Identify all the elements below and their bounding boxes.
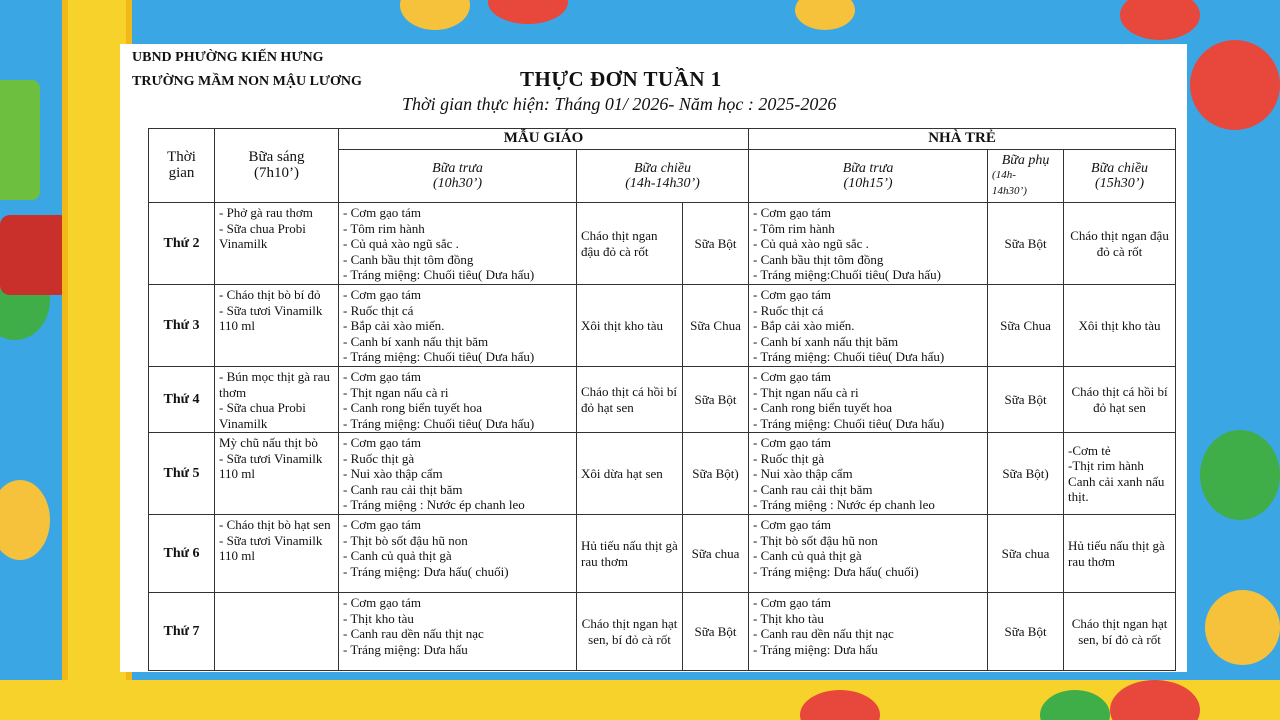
day-cell: Thứ 7: [149, 593, 215, 671]
nt-snack-cell: Sữa Bột): [988, 433, 1064, 515]
nt-snack-cell: Sữa Bột: [988, 367, 1064, 433]
fruit-shape: [488, 0, 568, 24]
nt-afternoon-cell: Hủ tiếu nấu thịt gà rau thơm: [1064, 515, 1176, 593]
mg-afternoon-milk-cell: Sữa Bột: [683, 593, 749, 671]
nt-lunch-cell: - Cơm gạo tám - Ruốc thịt cá - Bắp cải xào miến. - Canh bí xanh nấu thịt băm - Tráng miệng: Chuối tiêu( Dưa hấu): [749, 285, 988, 367]
mg-afternoon-milk-cell: Sữa Chua: [683, 285, 749, 367]
page-subtitle: Thời gian thực hiện: Tháng 01/ 2026- Năm học : 2025-2026: [402, 94, 837, 114]
mg-afternoon-food-cell: Xôi dừa hạt sen: [577, 433, 683, 515]
mg-lunch-cell: - Cơm gạo tám - Thịt bò sốt đậu hũ non - Canh củ quả thịt gà - Tráng miệng: Dưa hấu( chuối): [339, 515, 577, 593]
breakfast-cell: - Bún mọc thịt gà rau thơm - Sữa chua Probi Vinamilk: [215, 367, 339, 433]
col-time-header: Thời gian: [149, 129, 215, 203]
mg-afternoon-header: Bữa chiều (14h-14h30’): [577, 150, 749, 203]
fruit-shape: [795, 0, 855, 30]
nt-lunch-cell: - Cơm gạo tám - Tôm rim hành - Củ quả xào ngũ sắc . - Canh bầu thịt tôm đồng - Tráng miệng:Chuối tiêu( Dưa hấu): [749, 203, 988, 285]
nt-afternoon-cell: Xôi thịt kho tàu: [1064, 285, 1176, 367]
mg-lunch-cell: - Cơm gạo tám - Thịt kho tàu - Canh rau dền nấu thịt nạc - Tráng miệng: Dưa hấu: [339, 593, 577, 671]
breakfast-cell: - Cháo thịt bò bí đỏ - Sữa tươi Vinamilk 110 ml: [215, 285, 339, 367]
fruit-shape: [1190, 40, 1280, 130]
mg-afternoon-milk-cell: Sữa chua: [683, 515, 749, 593]
nt-lunch-cell: - Cơm gạo tám - Ruốc thịt gà - Nui xào thập cẩm - Canh rau cải thịt băm - Tráng miệng : Nước ép chanh leo: [749, 433, 988, 515]
nt-afternoon-cell: Cháo thịt cá hồi bí đỏ hạt sen: [1064, 367, 1176, 433]
table-row: [149, 203, 1176, 285]
nt-snack-header: [988, 150, 1064, 203]
fruit-shape: [0, 480, 50, 560]
fruit-shape: [0, 215, 70, 295]
mg-afternoon-milk-cell: Sữa Bột): [683, 433, 749, 515]
mg-lunch-cell: - Cơm gạo tám - Ruốc thịt gà - Nui xào thập cẩm - Canh rau cải thịt băm - Tráng miệng : Nước ép chanh leo: [339, 433, 577, 515]
day-cell: Thứ 3: [149, 285, 215, 367]
fruit-shape: [400, 0, 470, 30]
nt-afternoon-cell: -Cơm tẻ -Thịt rim hành Canh cải xanh nấu thịt.: [1064, 433, 1176, 515]
group-nha-tre: NHÀ TRẺ: [749, 129, 1176, 150]
mg-afternoon-food-cell: Cháo thịt ngan hạt sen, bí đỏ cà rốt: [577, 593, 683, 671]
nt-snack-time: (14h- 14h30’): [992, 169, 1027, 197]
nt-afternoon-header: Bữa chiều (15h30’): [1064, 150, 1176, 203]
day-cell: Thứ 6: [149, 515, 215, 593]
mg-afternoon-milk-cell: Sữa Bột: [683, 203, 749, 285]
breakfast-cell: - Phở gà rau thơm - Sữa chua Probi Vinamilk: [215, 203, 339, 285]
nt-afternoon-cell: Cháo thịt ngan hạt sen, bí đỏ cà rốt: [1064, 593, 1176, 671]
nt-lunch-cell: - Cơm gạo tám - Thịt bò sốt đậu hũ non - Canh củ quả thịt gà - Tráng miệng: Dưa hấu( chuối): [749, 515, 988, 593]
mg-afternoon-food-cell: Cháo thịt ngan đậu đỏ cà rốt: [577, 203, 683, 285]
weekly-menu-table: [148, 128, 1176, 671]
mg-afternoon-milk-cell: Sữa Bột: [683, 367, 749, 433]
nt-lunch-cell: - Cơm gạo tám - Thịt kho tàu - Canh rau dền nấu thịt nạc - Tráng miệng: Dưa hấu: [749, 593, 988, 671]
table-row: [149, 433, 1176, 515]
breakfast-cell: - Cháo thịt bò hạt sen - Sữa tươi Vinamilk 110 ml: [215, 515, 339, 593]
mg-lunch-cell: - Cơm gạo tám - Ruốc thịt cá - Bắp cải xào miến. - Canh bí xanh nấu thịt băm - Tráng miệng: Chuối tiêu( Dưa hấu): [339, 285, 577, 367]
breakfast-cell: [215, 593, 339, 671]
nt-snack-cell: Sữa chua: [988, 515, 1064, 593]
nt-snack-cell: Sữa Bột: [988, 203, 1064, 285]
table-row: [149, 593, 1176, 671]
school-name: TRƯỜNG MẦM NON MẬU LƯƠNG: [132, 74, 362, 89]
mg-afternoon-food-cell: Cháo thịt cá hồi bí đỏ hạt sen: [577, 367, 683, 433]
group-mau-giao: MẪU GIÁO: [339, 129, 749, 150]
nt-lunch-header: Bữa trưa (10h15’): [749, 150, 988, 203]
mg-afternoon-food-cell: Hủ tiếu nấu thịt gà rau thơm: [577, 515, 683, 593]
table-row: [149, 367, 1176, 433]
nt-snack-label: Bữa phụ: [1001, 152, 1050, 168]
mg-lunch-header: Bữa trưa (10h30’): [339, 150, 577, 203]
day-cell: Thứ 5: [149, 433, 215, 515]
fruit-shape: [1120, 0, 1200, 40]
table-row: [149, 285, 1176, 367]
nt-snack-cell: Sữa Bột: [988, 593, 1064, 671]
nt-lunch-cell: - Cơm gạo tám - Thịt ngan nấu cà ri - Canh rong biển tuyết hoa - Tráng miệng: Chuối tiêu( Dưa hấu): [749, 367, 988, 433]
org-name: UBND PHƯỜNG KIẾN HƯNG: [132, 50, 324, 65]
mg-lunch-cell: - Cơm gạo tám - Thịt ngan nấu cà ri - Canh rong biển tuyết hoa - Tráng miệng: Chuối tiêu( Dưa hấu): [339, 367, 577, 433]
header-row-groups: [149, 129, 1176, 150]
fruit-shape: [0, 80, 40, 200]
col-breakfast-header: Bữa sáng (7h10’): [215, 129, 339, 203]
mg-afternoon-food-cell: Xôi thịt kho tàu: [577, 285, 683, 367]
nt-afternoon-cell: Cháo thịt ngan đậu đỏ cà rốt: [1064, 203, 1176, 285]
table-row: [149, 515, 1176, 593]
nt-snack-cell: Sữa Chua: [988, 285, 1064, 367]
page-title: THỰC ĐƠN TUẦN 1: [520, 67, 722, 91]
fruit-shape: [1205, 590, 1280, 665]
day-cell: Thứ 2: [149, 203, 215, 285]
fruit-shape: [1200, 430, 1280, 520]
day-cell: Thứ 4: [149, 367, 215, 433]
breakfast-cell: Mỳ chũ nấu thịt bò - Sữa tươi Vinamilk 110 ml: [215, 433, 339, 515]
mg-lunch-cell: - Cơm gạo tám - Tôm rim hành - Củ quả xào ngũ sắc . - Canh bầu thịt tôm đồng - Tráng miệng: Chuối tiêu( Dưa hấu): [339, 203, 577, 285]
